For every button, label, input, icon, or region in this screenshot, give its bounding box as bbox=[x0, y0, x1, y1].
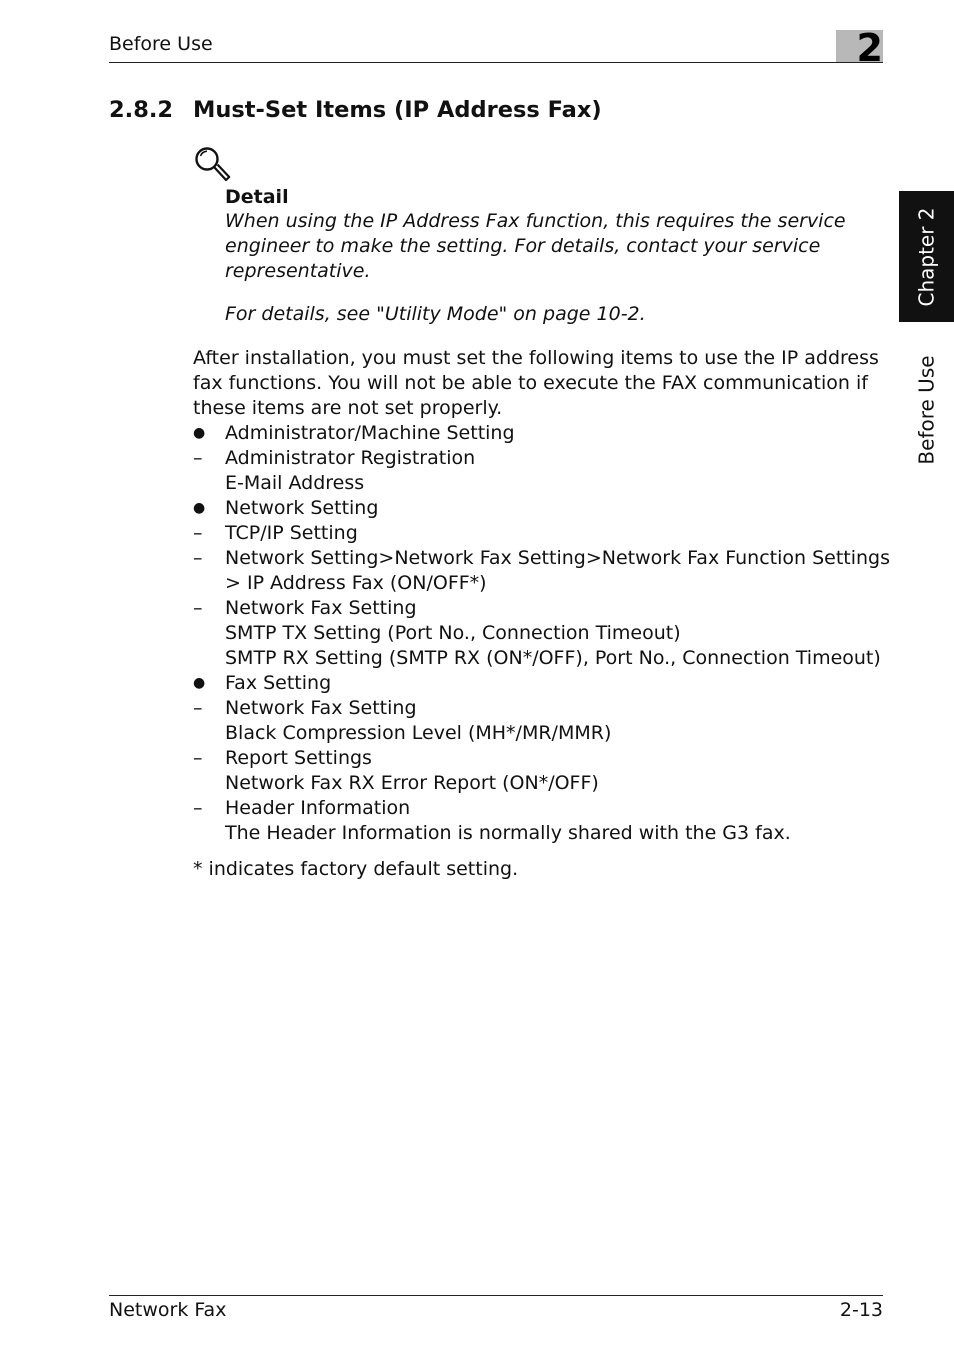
footnote: * indicates factory default setting. bbox=[193, 858, 519, 880]
list-item bbox=[193, 696, 893, 721]
footer-divider bbox=[109, 1295, 883, 1296]
list-item bbox=[193, 521, 893, 546]
list-item-text: Network Fax Setting bbox=[225, 597, 417, 619]
magnifier-icon bbox=[192, 144, 234, 186]
list-item-subline: Network Fax RX Error Report (ON*/OFF) bbox=[225, 772, 599, 794]
list-item bbox=[193, 546, 893, 596]
list-item-subline: The Header Information is normally shared with the G3 fax. bbox=[225, 822, 791, 844]
list-item-text: TCP/IP Setting bbox=[225, 522, 358, 544]
dash-marker: – bbox=[193, 447, 203, 469]
bullet-marker: ● bbox=[193, 425, 206, 441]
list-item bbox=[193, 796, 893, 821]
dash-marker: – bbox=[193, 747, 203, 769]
list-item bbox=[193, 446, 893, 471]
list-item-text: Network Setting bbox=[225, 497, 379, 519]
settings-list bbox=[193, 421, 893, 846]
list-item bbox=[193, 596, 893, 621]
side-tab-section-text: Before Use bbox=[914, 355, 939, 465]
section-heading bbox=[109, 96, 602, 124]
list-item-text: Network Setting>Network Fax Setting>Network Fax Function Settings > IP Address Fax (ON/OFF*) bbox=[225, 547, 891, 594]
bullet-marker: ● bbox=[193, 675, 206, 691]
list-item bbox=[193, 671, 893, 696]
detail-text: When using the IP Address Fax function, this requires the service engineer to make the setting. For details, contact your service representative. bbox=[225, 210, 846, 282]
list-item-text: Administrator Registration bbox=[225, 447, 476, 469]
running-header-title: Before Use bbox=[109, 33, 213, 55]
header-divider bbox=[109, 62, 883, 63]
list-item-text: Report Settings bbox=[225, 747, 372, 769]
side-tab-chapter-text: Chapter 2 bbox=[914, 206, 939, 307]
list-item-text: Fax Setting bbox=[225, 672, 332, 694]
chapter-number: 2 bbox=[856, 26, 883, 70]
dash-marker: – bbox=[193, 797, 203, 819]
list-item bbox=[193, 421, 893, 446]
list-item-subline: Black Compression Level (MH*/MR/MMR) bbox=[225, 722, 612, 744]
side-tab-chapter-label bbox=[899, 191, 954, 322]
list-item-subline: SMTP TX Setting (Port No., Connection Timeout) bbox=[225, 622, 681, 644]
intro-paragraph: After installation, you must set the following items to use the IP address fax functions. You will not be able to execute the FAX communication if these items are not set properly. bbox=[193, 347, 879, 419]
side-tab-section-label bbox=[899, 330, 954, 490]
list-item bbox=[193, 746, 893, 771]
bullet-marker: ● bbox=[193, 500, 206, 516]
list-item-text: Administrator/Machine Setting bbox=[225, 422, 515, 444]
list-item-text: Network Fax Setting bbox=[225, 697, 417, 719]
footer-title: Network Fax bbox=[109, 1299, 227, 1321]
list-item-subline: E-Mail Address bbox=[225, 472, 365, 494]
detail-reference: For details, see "Utility Mode" on page 10-2. bbox=[225, 303, 646, 325]
list-item-text: Header Information bbox=[225, 797, 411, 819]
list-item-subline: SMTP RX Setting (SMTP RX (ON*/OFF), Port No., Connection Timeout) bbox=[225, 647, 881, 669]
dash-marker: – bbox=[193, 522, 203, 544]
page-number: 2-13 bbox=[839, 1299, 883, 1321]
list-item bbox=[193, 496, 893, 521]
section-number: 2.8.2 bbox=[109, 97, 174, 123]
section-title: Must-Set Items (IP Address Fax) bbox=[193, 97, 602, 123]
dash-marker: – bbox=[193, 597, 203, 619]
dash-marker: – bbox=[193, 547, 203, 569]
detail-label: Detail bbox=[225, 186, 289, 208]
dash-marker: – bbox=[193, 697, 203, 719]
